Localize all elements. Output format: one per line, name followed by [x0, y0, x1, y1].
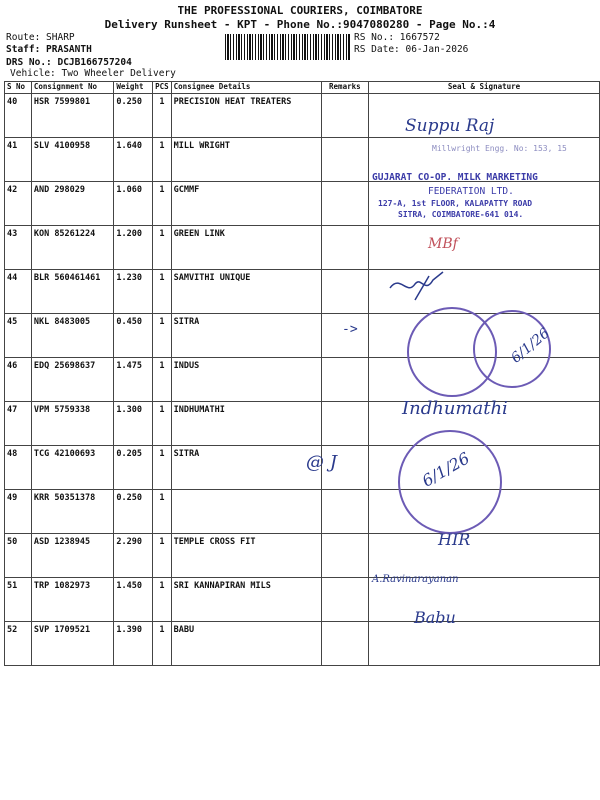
signature-51: A.Ravinarayanan [372, 574, 459, 585]
row-consignee: INDUS [171, 358, 321, 402]
row-weight: 1.200 [114, 226, 153, 270]
row-seal-signature [369, 446, 600, 490]
signature-50: HIR [438, 530, 471, 549]
table-row [5, 270, 600, 314]
row-remarks [321, 270, 369, 314]
row-pcs: 1 [153, 182, 172, 226]
row-consignment-no: NKL 8483005 [31, 314, 114, 358]
col-remarks: Remarks [321, 82, 369, 94]
row-seal-signature [369, 578, 600, 622]
table-row [5, 138, 600, 182]
col-consignment: Consignment No [31, 82, 114, 94]
table-row [5, 94, 600, 138]
row-consignee: BABU [171, 622, 321, 666]
row-consignee: PRECISION HEAT TREATERS [171, 94, 321, 138]
row-sno: 46 [5, 358, 32, 402]
row-sno: 51 [5, 578, 32, 622]
row-seal-signature [369, 490, 600, 534]
row-sno: 52 [5, 622, 32, 666]
signature-47: Indhumathi [402, 398, 508, 419]
row-remarks [321, 446, 369, 490]
row-consignee: SRI KANNAPIRAN MILS [171, 578, 321, 622]
route-label: Route: SHARP [6, 32, 75, 43]
row-consignment-no: VPM 5759338 [31, 402, 114, 446]
row-seal-signature [369, 138, 600, 182]
row-consignment-no: TRP 1082973 [31, 578, 114, 622]
row-consignee: INDHUMATHI [171, 402, 321, 446]
row-weight: 1.390 [114, 622, 153, 666]
row-sno: 40 [5, 94, 32, 138]
mark-45: -> [342, 322, 358, 337]
col-weight: Weight [114, 82, 153, 94]
table-row [5, 490, 600, 534]
row-remarks [321, 534, 369, 578]
row-consignee: TEMPLE CROSS FIT [171, 534, 321, 578]
signature-46: 6/1/26 [508, 325, 553, 367]
row-seal-signature [369, 534, 600, 578]
row-remarks [321, 358, 369, 402]
row-weight: 2.290 [114, 534, 153, 578]
row-sno: 44 [5, 270, 32, 314]
signature-43: MBf [428, 236, 458, 252]
row-sno: 41 [5, 138, 32, 182]
stamp-gcmmf-line3: 127-A, 1st FLOOR, KALAPATTY ROAD [378, 199, 533, 208]
row-consignee: SITRA [171, 314, 321, 358]
row-weight: 0.250 [114, 490, 153, 534]
row-pcs: 1 [153, 622, 172, 666]
row-remarks [321, 226, 369, 270]
table-row [5, 446, 600, 490]
row-seal-signature [369, 226, 600, 270]
table-row [5, 578, 600, 622]
row-consignment-no: EDQ 25698637 [31, 358, 114, 402]
row-pcs: 1 [153, 94, 172, 138]
row-pcs: 1 [153, 358, 172, 402]
mark-49: @ J [306, 452, 337, 473]
row-weight: 0.205 [114, 446, 153, 490]
row-seal-signature [369, 622, 600, 666]
col-pcs: PCS [153, 82, 172, 94]
stamp-millwright: Millwright Engg. No: 153, 15 [432, 144, 567, 153]
row-consignment-no: TCG 42100693 [31, 446, 114, 490]
signature-48: 6/1/26 [418, 448, 473, 491]
row-remarks [321, 314, 369, 358]
document-title: THE PROFESSIONAL COURIERS, COIMBATORE [177, 4, 423, 17]
row-weight: 1.060 [114, 182, 153, 226]
row-pcs: 1 [153, 314, 172, 358]
stamp-gcmmf-line1: GUJARAT CO-OP. MILK MARKETING [372, 172, 538, 183]
row-weight: 1.475 [114, 358, 153, 402]
row-pcs: 1 [153, 534, 172, 578]
table-row [5, 314, 600, 358]
table-row [5, 402, 600, 446]
row-seal-signature [369, 270, 600, 314]
row-weight: 1.640 [114, 138, 153, 182]
row-consignee: SITRA [171, 446, 321, 490]
rs-date: RS Date: 06-Jan-2026 [354, 44, 469, 55]
table-row [5, 622, 600, 666]
drs-number: DRS No.: DCJB166757204 [6, 57, 132, 68]
barcode [225, 34, 350, 60]
row-weight: 0.450 [114, 314, 153, 358]
row-consignment-no: ASD 1238945 [31, 534, 114, 578]
row-remarks [321, 94, 369, 138]
rs-number: RS No.: 1667572 [354, 32, 440, 43]
row-weight: 1.230 [114, 270, 153, 314]
row-remarks [321, 622, 369, 666]
row-seal-signature [369, 94, 600, 138]
row-sno: 45 [5, 314, 32, 358]
row-sno: 49 [5, 490, 32, 534]
row-seal-signature [369, 358, 600, 402]
row-consignee: SAMVITHI UNIQUE [171, 270, 321, 314]
staff-label: Staff: PRASANTH [6, 44, 92, 55]
row-sno: 43 [5, 226, 32, 270]
col-seal: Seal & Signature [369, 82, 600, 94]
table-row [5, 534, 600, 578]
row-sno: 42 [5, 182, 32, 226]
col-sno: S No [5, 82, 32, 94]
row-sno: 48 [5, 446, 32, 490]
row-consignee [171, 490, 321, 534]
row-weight: 1.450 [114, 578, 153, 622]
row-consignment-no: HSR 7599801 [31, 94, 114, 138]
row-weight: 0.250 [114, 94, 153, 138]
row-pcs: 1 [153, 446, 172, 490]
row-consignment-no: SLV 4100958 [31, 138, 114, 182]
signature-40: Suppu Raj [405, 116, 495, 136]
row-remarks [321, 578, 369, 622]
signature-52: Babu [414, 608, 456, 627]
row-seal-signature [369, 314, 600, 358]
row-seal-signature [369, 182, 600, 226]
row-pcs: 1 [153, 578, 172, 622]
row-weight: 1.300 [114, 402, 153, 446]
stamp-gcmmf-line4: SITRA, COIMBATORE-641 014. [398, 210, 524, 219]
stamp-gcmmf-line2: FEDERATION LTD. [428, 186, 514, 197]
row-consignee: MILL WRIGHT [171, 138, 321, 182]
table-row [5, 182, 600, 226]
col-consignee: Consignee Details [171, 82, 321, 94]
row-pcs: 1 [153, 270, 172, 314]
row-pcs: 1 [153, 490, 172, 534]
row-pcs: 1 [153, 138, 172, 182]
row-consignment-no: KON 85261224 [31, 226, 114, 270]
table-row [5, 226, 600, 270]
row-seal-signature [369, 402, 600, 446]
row-pcs: 1 [153, 402, 172, 446]
row-remarks [321, 182, 369, 226]
row-consignment-no: BLR 560461461 [31, 270, 114, 314]
runsheet-table [4, 81, 600, 666]
row-consignment-no: AND 298029 [31, 182, 114, 226]
table-header-row [5, 82, 600, 94]
table-row [5, 358, 600, 402]
document-subtitle: Delivery Runsheet - KPT - Phone No.:9047080280 - Page No.:4 [104, 18, 496, 31]
vehicle-label: Vehicle: Two Wheeler Delivery [10, 68, 176, 79]
row-remarks [321, 490, 369, 534]
row-remarks [321, 402, 369, 446]
row-consignee: GREEN LINK [171, 226, 321, 270]
row-remarks [321, 138, 369, 182]
row-consignee: GCMMF [171, 182, 321, 226]
row-sno: 50 [5, 534, 32, 578]
row-sno: 47 [5, 402, 32, 446]
row-consignment-no: KRR 50351378 [31, 490, 114, 534]
row-consignment-no: SVP 1709521 [31, 622, 114, 666]
row-pcs: 1 [153, 226, 172, 270]
